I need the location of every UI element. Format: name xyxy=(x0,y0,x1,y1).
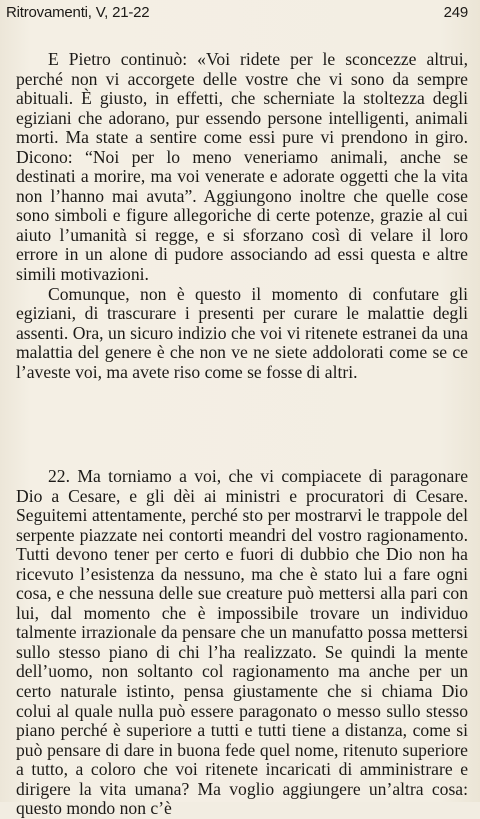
section-22-text xyxy=(16,467,468,819)
page-number: 249 xyxy=(443,4,468,21)
paragraph: 22. Ma torniamo a voi, che vi compiacete di paragonare Dio a Cesare, e gli dèi ai ministri e procuratori di Cesare. Seguitemi attentamente, perché sto per mostrarvi le trappole del serpente piazzate nei contorti meandri del vostro ragionamento. Tutti devono tener per certo e fuori di dubbio che Dio non ha ricevuto l’esistenza da nessuno, ma che è stato lui a fare ogni cosa, e che nessuna delle sue creature può mettersi alla pari con lui, dal momento che è impossibile trovare un individuo talmente irrazionale da pensare che un manufatto possa mettersi sullo stesso piano di chi l’ha realizzato. Se quindi la mente dell’uomo, non soltanto col ragionamento ma anche per un certo naturale istinto, pensa giustamente che si chiama Dio colui al quale nulla può essere paragonato o messo sullo stesso piano perché è superiore a tutti e tutti tiene a distanza, come si può pensare di dare in buona fede quel nome, ritenuto superiore a tutto, a coloro che voi ritenete incaricati di amministrare e dirigere la vita umana? Ma voglio aggiungere un’altra cosa: questo mondo non c’è xyxy=(16,466,468,819)
section-21-text xyxy=(16,50,468,382)
paragraph: Comunque, non è questo il momento di confutare gli egiziani, di trascurare i presenti per curare le malattie degli assenti. Ora, un sicuro indizio che voi vi ritenete estranei da una malattia del genere è che non ve ne siete addolorati come se ce l’aveste voi, ma avete riso come se fosse di altri. xyxy=(16,283,468,382)
running-title: Ritrovamenti, V, 21-22 xyxy=(6,4,150,21)
paragraph: E Pietro continuò: «Voi ridete per le sconcezze altrui, perché non vi accorgete delle vostre che vi sono da sempre abituali. È giusto, in effetti, che scherniate la stoltezza degli egiziani che adorano, pur essendo persone intelligenti, animali morti. Ma state a sentire come essi pure vi prendono in giro. Dicono: “Noi per lo meno veneriamo animali, anche se destinati a morire, ma voi venerate e adorate oggetti che la vita non l’hanno mai avuta”. Aggiungono inoltre che quelle cose sono simboli e figure allegoriche di certe potenze, grazie al cui aiuto l’umanità si regge, e si sforzano così di velare il loro errore in un alone di pudore associando ad essi questa e altre simili motivazioni. xyxy=(16,49,468,285)
running-head xyxy=(6,4,468,24)
